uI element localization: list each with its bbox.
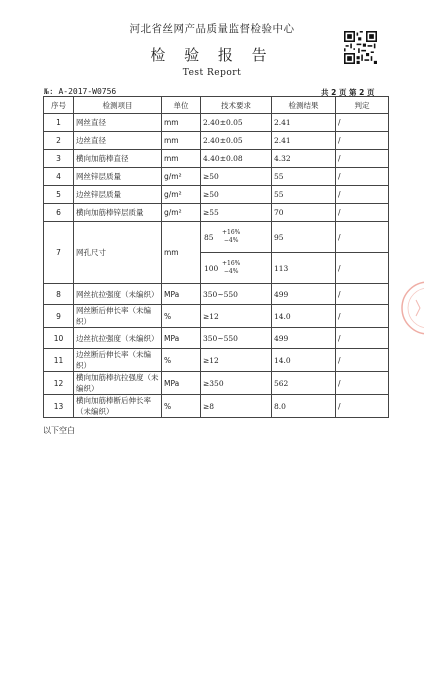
row-number: 9	[44, 305, 74, 328]
row-number: 13	[44, 395, 74, 418]
requirement: ≥12	[201, 305, 272, 328]
tolerance-minus: −4%	[223, 268, 239, 275]
requirement: 2.40±0.05	[201, 132, 272, 150]
test-item: 网丝直径	[74, 114, 162, 132]
verdict: /	[336, 372, 389, 395]
test-item: 网丝锌层质量	[74, 168, 162, 186]
column-header: 单位	[162, 97, 201, 114]
column-header: 检测结果	[272, 97, 336, 114]
requirement: ≥350	[201, 372, 272, 395]
tolerance-plus: +16%	[222, 260, 241, 267]
row-number: 7	[44, 222, 74, 284]
requirement: ≥50	[201, 186, 272, 204]
test-item: 边丝抗拉强度（未编织）	[74, 328, 162, 349]
mesh-result: 113	[274, 263, 289, 273]
page-info: 共 2 页 第 2 页	[321, 88, 375, 97]
column-header: 判定	[336, 97, 389, 114]
requirement: 4.40±0.08	[201, 150, 272, 168]
table-row	[44, 372, 389, 395]
test-item: 边丝直径	[74, 132, 162, 150]
requirement: ≥50	[201, 168, 272, 186]
qr-code-icon	[344, 31, 377, 64]
report-title: 检 验 报 告	[150, 46, 274, 64]
row-number: 11	[44, 349, 74, 372]
table-row	[44, 328, 389, 349]
result: 499	[272, 284, 336, 305]
unit: g/m²	[162, 204, 201, 222]
column-header: 技术要求	[201, 97, 272, 114]
mesh-requirement-100	[201, 253, 271, 283]
result: 562	[272, 372, 336, 395]
test-item: 横向加筋棒断后伸长率（未编织）	[74, 395, 162, 418]
red-seal-stamp	[398, 278, 424, 338]
verdict: /	[336, 328, 389, 349]
unit: %	[162, 305, 201, 328]
unit: MPa	[162, 284, 201, 305]
test-item: 边丝断后伸长率（未编织）	[74, 349, 162, 372]
test-item: 横向加筋棒抗拉强度（未编织）	[74, 372, 162, 395]
verdict: /	[336, 168, 389, 186]
row-number: 8	[44, 284, 74, 305]
table-row	[44, 168, 389, 186]
table-row	[44, 186, 389, 204]
verdict: /	[336, 204, 389, 222]
row-number: 3	[44, 150, 74, 168]
verdict: /	[336, 395, 389, 418]
mesh-verdict: /	[338, 263, 341, 273]
result: 14.0	[272, 349, 336, 372]
row-number: 2	[44, 132, 74, 150]
table-row	[44, 395, 389, 418]
unit: mm	[162, 132, 201, 150]
mesh-result: 95	[272, 222, 335, 253]
row-number: 6	[44, 204, 74, 222]
unit: %	[162, 349, 201, 372]
verdict: /	[336, 305, 389, 328]
organization-name: 河北省丝网产品质量监督检验中心	[129, 23, 295, 35]
mesh-result-cell	[272, 222, 336, 284]
table-row	[44, 132, 389, 150]
verdict: /	[336, 150, 389, 168]
test-item: 边丝锌层质量	[74, 186, 162, 204]
end-note: 以下空白	[43, 426, 75, 435]
table-row	[44, 114, 389, 132]
unit: MPa	[162, 328, 201, 349]
test-item: 网孔尺寸	[74, 222, 162, 284]
row-number: 5	[44, 186, 74, 204]
results-table	[43, 96, 389, 418]
mesh-base-value: 85	[204, 232, 214, 242]
test-item: 网丝抗拉强度（未编织）	[74, 284, 162, 305]
mesh-verdict: /	[336, 222, 388, 253]
test-item: 横向加筋棒锌层质量	[74, 204, 162, 222]
row-number: 10	[44, 328, 74, 349]
verdict: /	[336, 114, 389, 132]
table-row-mesh	[44, 222, 389, 284]
requirement: 2.40±0.05	[201, 114, 272, 132]
tolerance-plus: +16%	[222, 229, 241, 236]
result: 55	[272, 168, 336, 186]
test-item: 网丝断后伸长率（未编织）	[74, 305, 162, 328]
unit: mm	[162, 150, 201, 168]
mesh-requirement-85	[201, 222, 271, 253]
mesh-requirement-cell	[201, 222, 272, 284]
result: 2.41	[272, 132, 336, 150]
table-header-row	[44, 97, 389, 114]
requirement: ≥55	[201, 204, 272, 222]
table-row	[44, 204, 389, 222]
verdict: /	[336, 284, 389, 305]
result: 8.0	[272, 395, 336, 418]
row-number: 12	[44, 372, 74, 395]
table-row	[44, 150, 389, 168]
requirement: 350~550	[201, 284, 272, 305]
mesh-base-value: 100	[204, 263, 219, 273]
table-row	[44, 305, 389, 328]
result: 499	[272, 328, 336, 349]
unit: mm	[162, 222, 201, 284]
tolerance-minus: −4%	[223, 237, 239, 244]
requirement: ≥8	[201, 395, 272, 418]
unit: g/m²	[162, 168, 201, 186]
result: 70	[272, 204, 336, 222]
row-number: 4	[44, 168, 74, 186]
mesh-verdict-cell	[336, 222, 389, 284]
verdict: /	[336, 132, 389, 150]
mesh-tolerance	[222, 229, 240, 245]
table-row	[44, 349, 389, 372]
verdict: /	[336, 349, 389, 372]
column-header: 检测项目	[74, 97, 162, 114]
unit: mm	[162, 114, 201, 132]
report-subtitle: Test Report	[182, 68, 242, 78]
mesh-tolerance	[222, 260, 240, 276]
result: 14.0	[272, 305, 336, 328]
report-number: №: A-2017-W0756	[44, 87, 117, 96]
result: 2.41	[272, 114, 336, 132]
result: 4.32	[272, 150, 336, 168]
unit: %	[162, 395, 201, 418]
table-row	[44, 284, 389, 305]
requirement: 350~550	[201, 328, 272, 349]
column-header: 序号	[44, 97, 74, 114]
result: 55	[272, 186, 336, 204]
test-item: 横向加筋棒直径	[74, 150, 162, 168]
verdict: /	[336, 186, 389, 204]
unit: g/m²	[162, 186, 201, 204]
row-number: 1	[44, 114, 74, 132]
requirement: ≥12	[201, 349, 272, 372]
unit: MPa	[162, 372, 201, 395]
